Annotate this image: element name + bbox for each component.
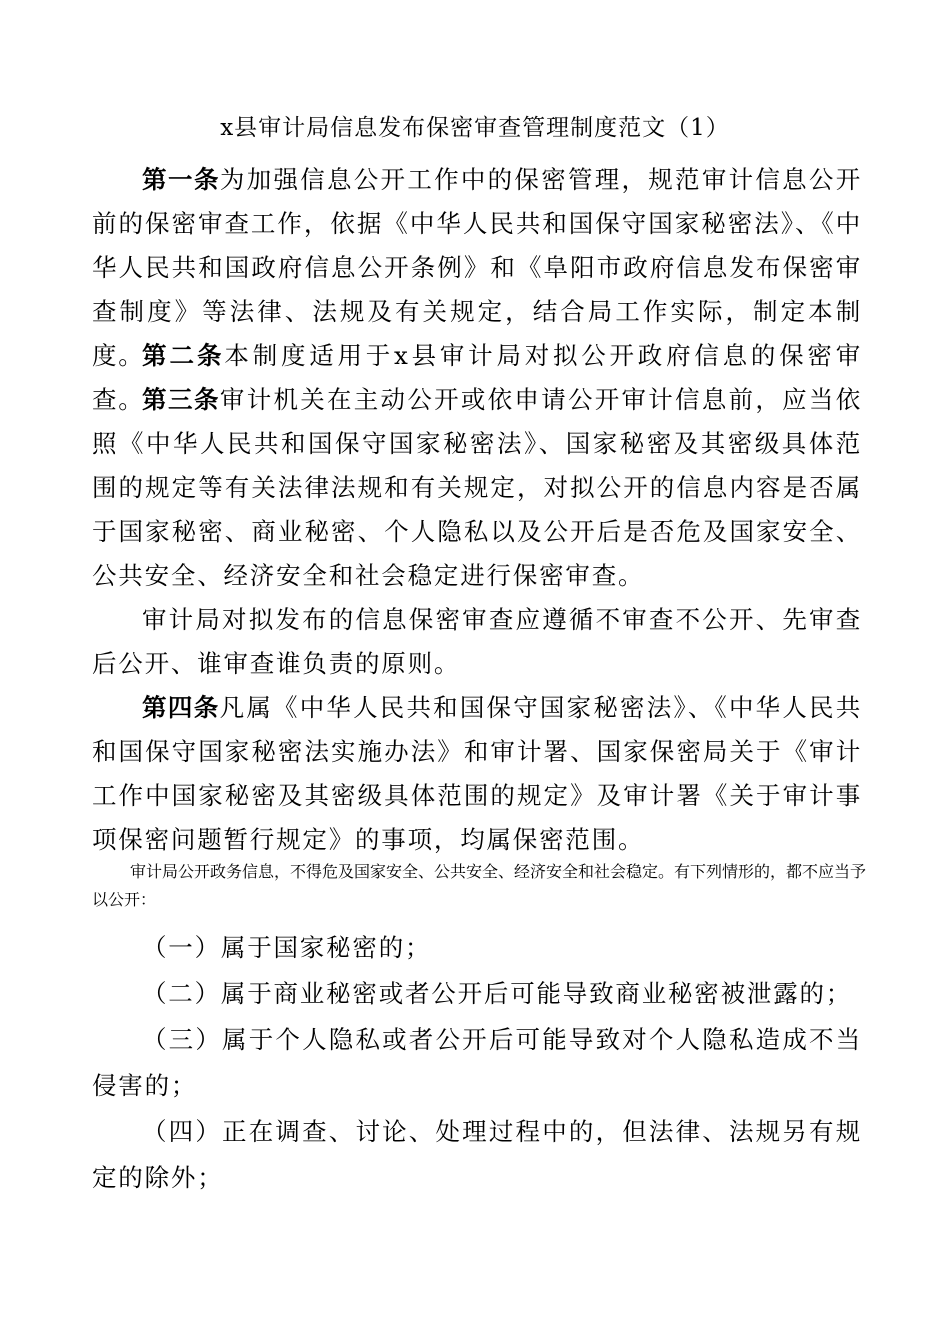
article-2-text: 本制度适用于x县审计局对拟公开政府信息的保密审查。	[92, 341, 863, 414]
article-3	[92, 378, 862, 598]
list-item: （三）属于个人隐私或者公开后可能导致对个人隐私造成不当侵害的；	[92, 1025, 862, 1100]
article-4-heading: 第四条	[142, 693, 220, 722]
document-title: x县审计局信息发布保密审查管理制度范文（1）	[220, 115, 730, 141]
article-4-text: 凡属《中华人民共和国保守国家秘密法》、《中华人民共和国保守国家秘密法实施办法》和审计署、国家保密局关于《审计工作中国家秘密及其密级具体范围的规定》及审计署《关于审计事项保密问题暂行规定》的事项，均属保密范围。	[92, 693, 863, 854]
article-3-heading: 第三条	[142, 385, 220, 414]
audit-principle-paragraph	[92, 598, 862, 686]
list-item: （四）正在调查、讨论、处理过程中的，但法律、法规另有规定的除外；	[92, 1117, 862, 1192]
list-item: （一）属于国家秘密的；	[142, 933, 432, 962]
article-1-text: 为加强信息公开工作中的保密管理，规范审计信息公开前的保密审查工作，依据《中华人民共和国保守国家秘密法》、《中华人民共和国政府信息公开条例》和《阜阳市政府信息发布保密审查制度》等法律、法规及有关规定，结合局工作实际，制定本制度。	[92, 165, 862, 370]
article-3-text: 审计机关在主动公开或依申请公开审计信息前，应当依照《中华人民共和国保守国家秘密法》、国家秘密及其密级具体范围的规定等有关法律法规和有关规定，对拟公开的信息内容是否属于国家秘密、商业秘密、个人隐私以及公开后是否危及国家安全、公共安全、经济安全和社会稳定进行保密审查。	[92, 385, 862, 590]
list-item: （二）属于商业秘密或者公开后可能导致商业秘密被泄露的；	[142, 979, 853, 1008]
article-1-heading: 第一条	[142, 165, 220, 194]
article-2-heading: 第二条	[142, 341, 225, 370]
article-4	[92, 686, 862, 862]
audit-principle-text: 审计局对拟发布的信息保密审查应遵循不审查不公开、先审查后公开、谁审查谁负责的原则。	[92, 605, 862, 678]
disclosure-notice: 审计局公开政务信息，不得危及国家安全、公共安全、经济安全和社会稳定。有下列情形的，都不应当予以公开：	[92, 862, 867, 909]
